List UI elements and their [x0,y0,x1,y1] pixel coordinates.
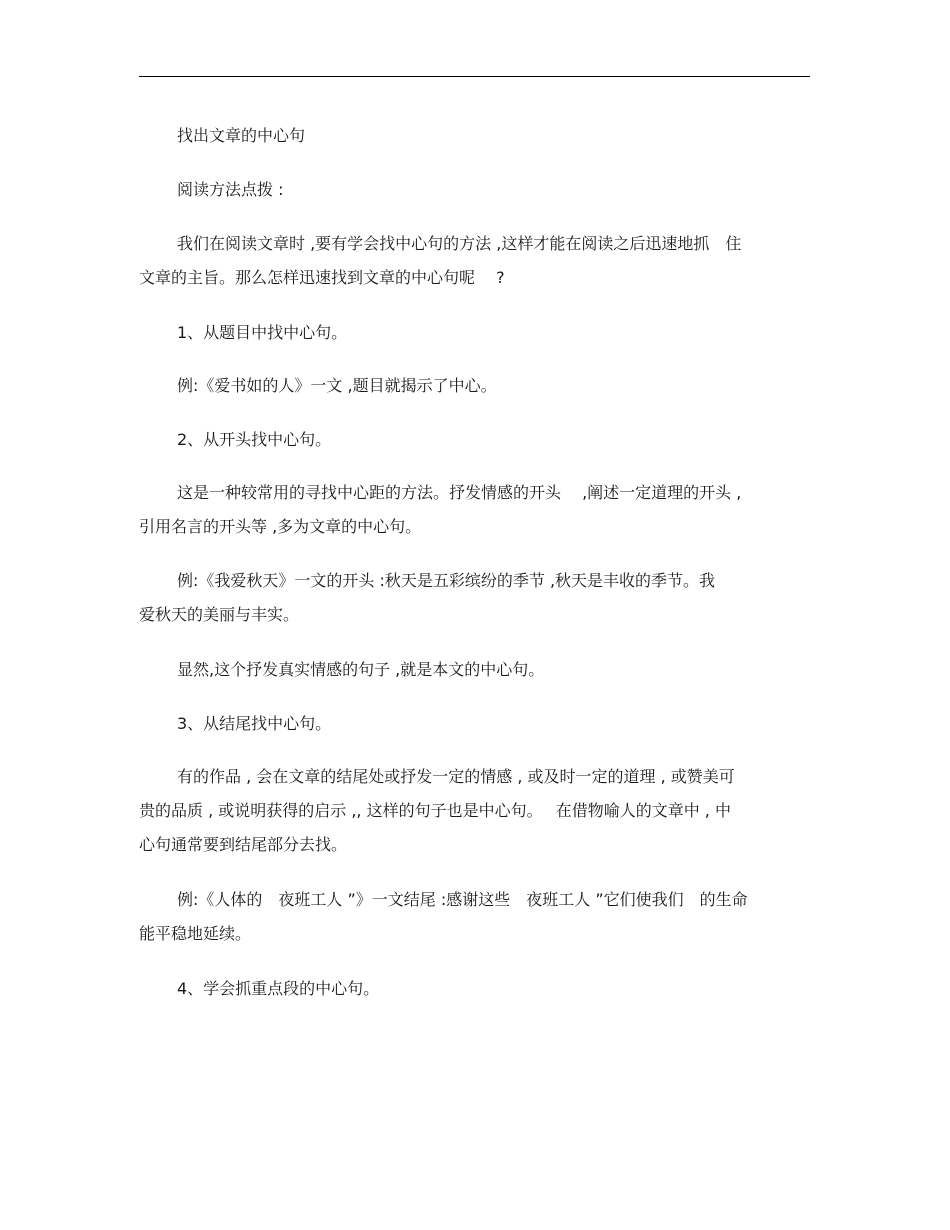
paragraph-title [139,119,810,153]
text-line: 这是一种较常用的寻找中心距的方法。抒发情感的开头 ,阐述一定道理的开头 , [177,483,742,502]
text-line: 找出文章的中心句 [177,126,306,145]
paragraph-point-4 [139,972,810,1006]
paragraph-point-2-body [139,476,810,544]
paragraph-example-2 [139,564,810,632]
text-line: 有的作品 , 会在文章的结尾处或抒发一定的情感 , 或及时一定的道理 , 或赞美可 [177,767,735,786]
paragraph-intro [139,227,810,295]
text-line: 例:《爱书如的人》一文 ,题目就揭示了中心。 [177,376,497,395]
paragraph-example-2-note [139,653,810,687]
text-line: 阅读方法点拨 : [177,180,284,199]
paragraph-point-1 [139,316,810,350]
text-line: 4、学会抓重点段的中心句。 [177,979,380,998]
paragraph-example-3 [139,883,810,951]
text-line: 3、从结尾找中心句。 [177,714,332,733]
text-line: 能平稳地延续。 [139,924,252,943]
text-line: 例:《人体的 夜班工人 ”》一文结尾 :感谢这些 夜班工人 ”它们使我们 的生命 [177,890,748,909]
paragraph-point-3-body [139,760,810,862]
text-line: 心句通常要到结尾部分去找。 [139,835,348,854]
text-line: 贵的品质 , 或说明获得的启示 ,, 这样的句子也是中心句。 在借物喻人的文章中 , 中 [139,801,731,820]
text-line: 显然,这个抒发真实情感的句子 ,就是本文的中心句。 [177,660,545,679]
paragraph-method-heading [139,173,810,207]
text-line: 我们在阅读文章时 ,要有学会找中心句的方法 ,这样才能在阅读之后迅速地抓 住 [177,234,742,253]
text-line: 文章的主旨。那么怎样迅速找到文章的中心句呢 ? [139,268,505,287]
header-rule [139,76,810,77]
paragraph-point-3 [139,707,810,741]
text-line: 例:《我爱秋天》一文的开头 :秋天是五彩缤纷的季节 ,秋天是丰收的季节。我 [177,571,716,590]
text-line: 爱秋天的美丽与丰实。 [139,605,300,624]
paragraph-point-2 [139,423,810,457]
text-line: 1、从题目中找中心句。 [177,323,348,342]
text-line: 引用名言的开头等 ,多为文章的中心句。 [139,517,422,536]
text-line: 2、从开头找中心句。 [177,430,332,449]
paragraph-example-1 [139,369,810,403]
